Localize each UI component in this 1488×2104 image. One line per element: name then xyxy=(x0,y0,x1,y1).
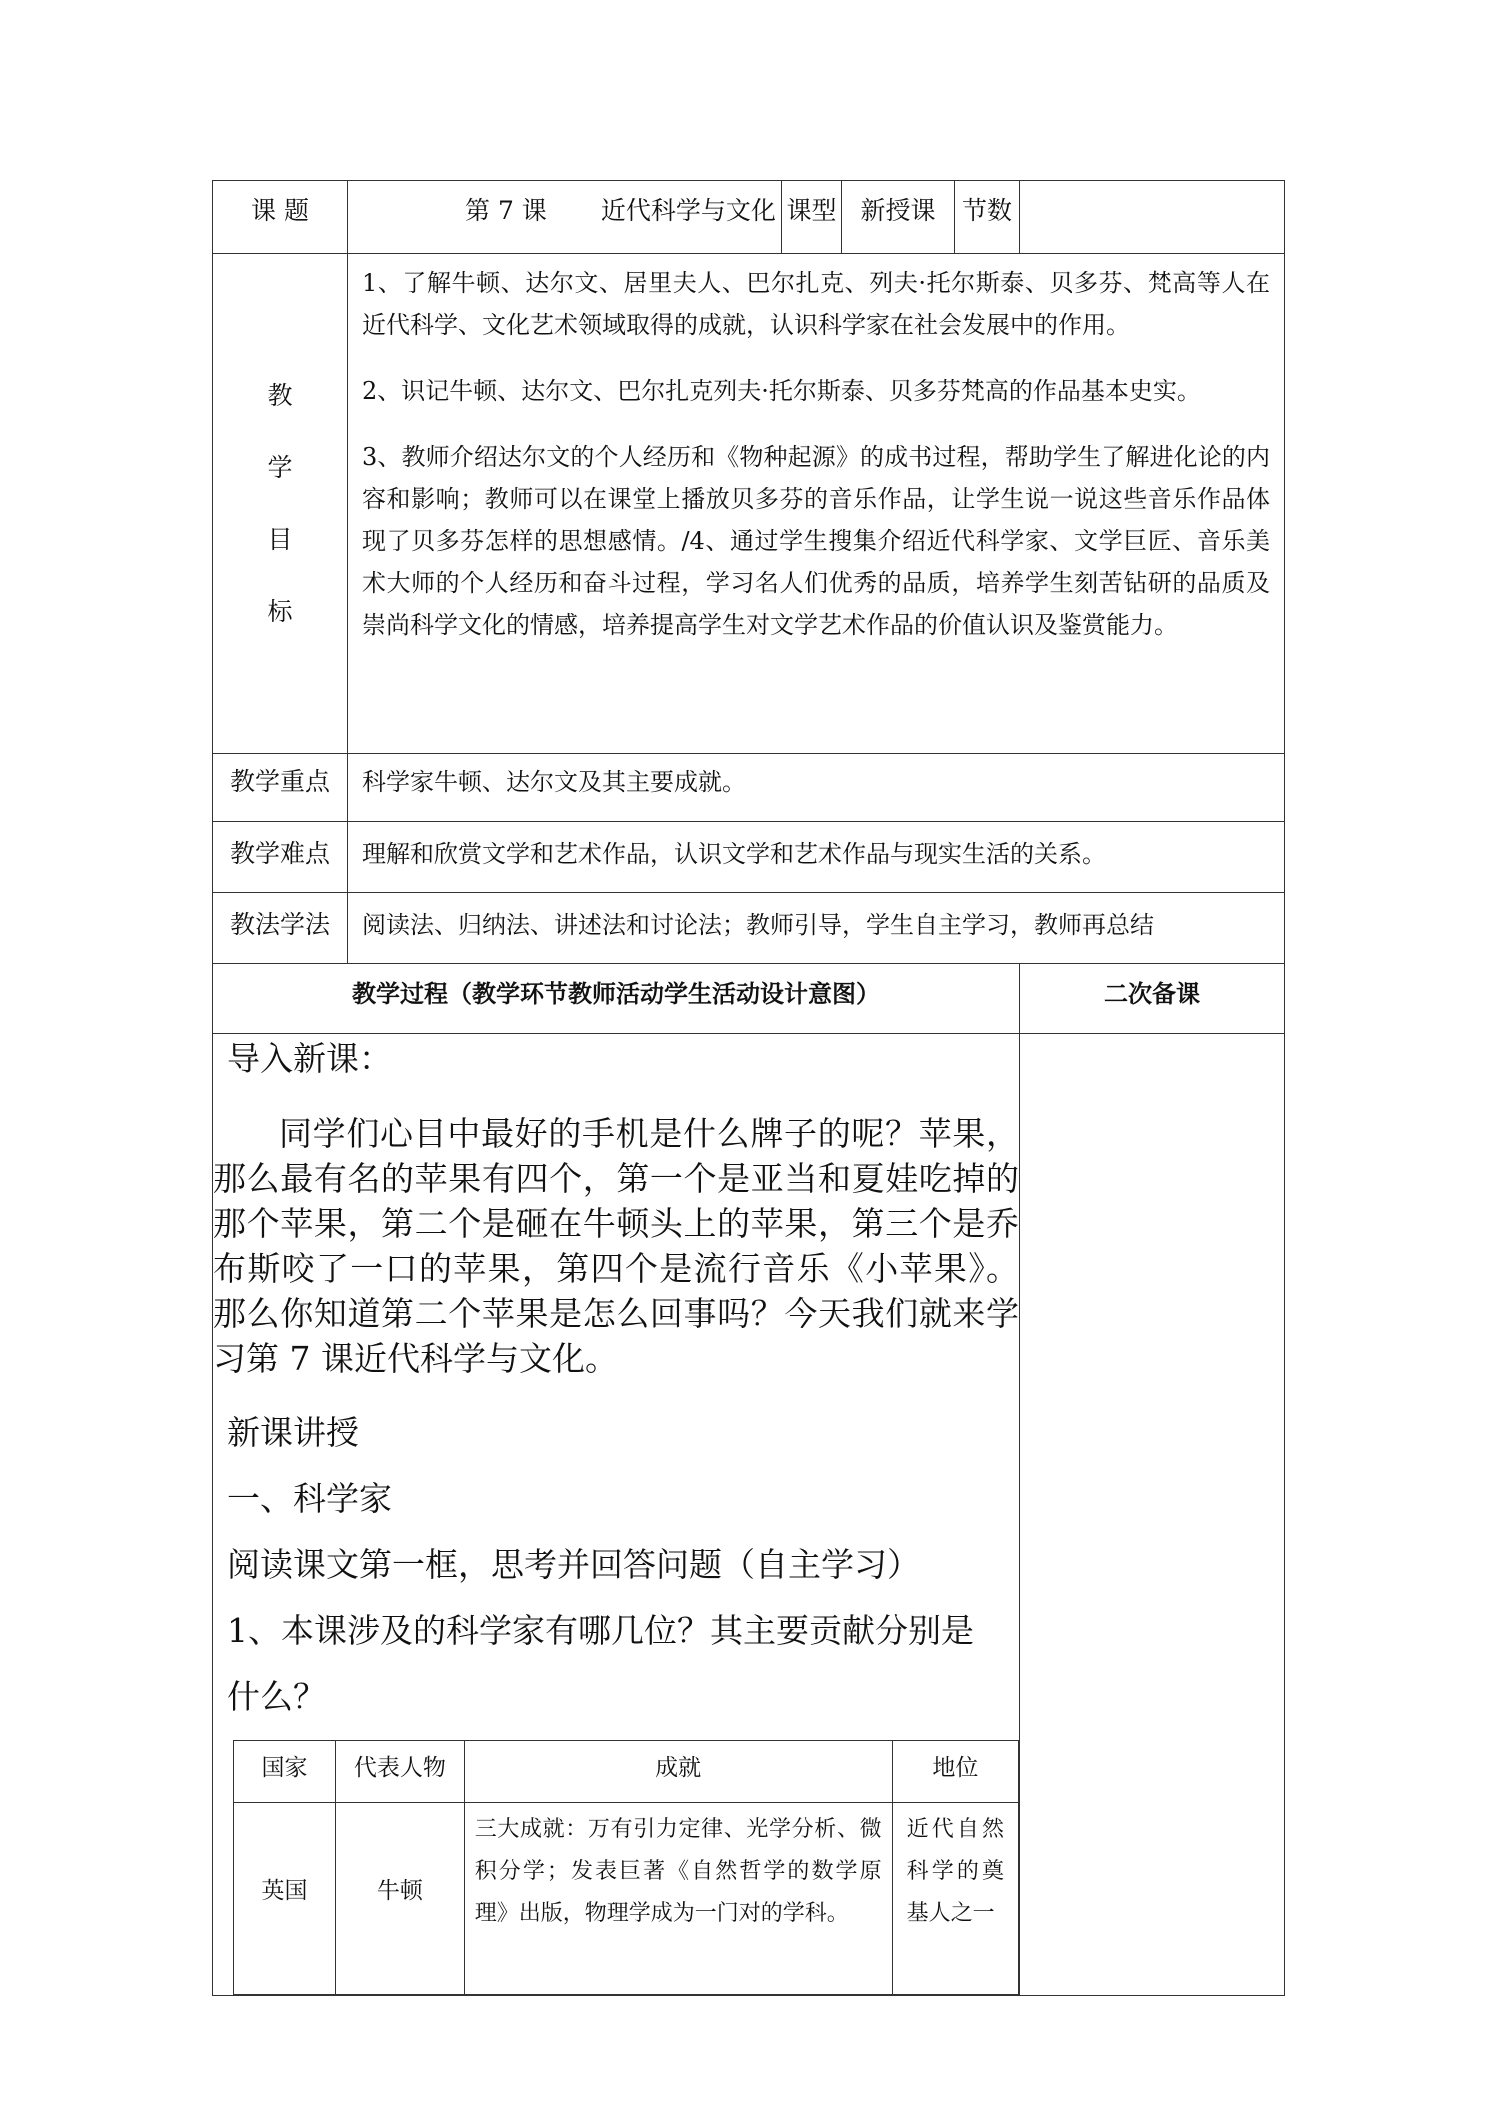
second-prep-label: 二次备课 xyxy=(1104,979,1201,1008)
second-prep-content-cell xyxy=(1020,1034,1285,1996)
objectives-content-cell xyxy=(348,254,1285,754)
key-points-row xyxy=(213,754,1285,822)
header-country: 国家 xyxy=(234,1741,336,1803)
reading-task: 阅读课文第一框，思考并回答问题（自主学习） xyxy=(227,1545,920,1584)
process-heading-cell xyxy=(213,964,1020,1034)
lesson-title: 近代科学与文化 xyxy=(600,196,776,225)
methods-value: 阅读法、归纳法、讲述法和讨论法；教师引导，学生自主学习，教师再总结 xyxy=(362,911,1154,939)
methods-label: 教法学法 xyxy=(229,910,330,939)
lesson-plan-table xyxy=(212,180,1285,1996)
difficulties-label: 教学难点 xyxy=(229,839,330,868)
scientist-table-header-row xyxy=(234,1741,1019,1803)
objectives-label-cell xyxy=(213,254,348,754)
difficulties-row xyxy=(213,822,1285,893)
process-heading: 教学过程（教学环节教师活动学生活动设计意图） xyxy=(352,979,881,1008)
header-person: 代表人物 xyxy=(336,1741,465,1803)
header-status: 地位 xyxy=(892,1741,1018,1803)
objectives-row xyxy=(213,254,1285,754)
lesson-number: 第 7 课 xyxy=(465,196,547,225)
cell-country: 英国 xyxy=(234,1803,336,1995)
key-points-value: 科学家牛顿、达尔文及其主要成就。 xyxy=(362,768,746,796)
intro-title: 导入新课： xyxy=(227,1039,392,1078)
process-heading-row xyxy=(213,964,1285,1034)
type-label: 课型 xyxy=(786,196,837,225)
objectives-label-char: 学 xyxy=(267,452,293,482)
new-lesson-heading: 新课讲授 xyxy=(227,1413,359,1452)
key-points-value-cell xyxy=(348,754,1285,822)
objective-item: 2、识记牛顿、达尔文、巴尔扎克列夫·托尔斯泰、贝多芬梵高的作品基本史实。 xyxy=(362,377,1201,405)
header-achievement: 成就 xyxy=(464,1741,892,1803)
sessions-value-cell xyxy=(1020,181,1285,254)
objectives-label-char: 教 xyxy=(267,380,293,410)
objective-item: 3、教师介绍达尔文的个人经历和《物种起源》的成书过程，帮助学生了解进化论的内容和影响；教师可以在课堂上播放贝多芬的音乐作品，让学生说一说这些音乐作品体现了贝多芬怎样的思想感情。/4、通过学生搜集介绍近代科学家、文学巨匠、音乐美术大师的个人经历和奋斗过程，学习名人们优秀的品质，培养学生刻苦钻研的品质及崇尚科学文化的情感，培养提高学生对文学艺术作品的价值认识及鉴赏能力。 xyxy=(362,443,1271,639)
type-label-cell xyxy=(782,181,842,254)
topic-title-cell xyxy=(348,181,782,254)
methods-value-cell xyxy=(348,893,1285,964)
sessions-label-cell xyxy=(955,181,1020,254)
intro-text: 同学们心目中最好的手机是什么牌子的呢？苹果，那么最有名的苹果有四个，第一个是亚当和夏娃吃掉的那个苹果，第二个是砸在牛顿头上的苹果，第三个是乔布斯咬了一口的苹果，第四个是流行音乐《小苹果》。那么你知道第二个苹果是怎么回事吗？今天我们就来学习第 7 课近代科学与文化。 xyxy=(213,1114,1020,1378)
key-points-label: 教学重点 xyxy=(229,767,330,796)
second-prep-cell xyxy=(1020,964,1285,1034)
difficulties-value-cell xyxy=(348,822,1285,893)
question-one: 1、本课涉及的科学家有哪几位？其主要贡献分别是什么？ xyxy=(227,1611,974,1716)
objective-item: 1、了解牛顿、达尔文、居里夫人、巴尔扎克、列夫·托尔斯泰、贝多芬、梵高等人在近代科学、文化艺术领域取得的成就，认识科学家在社会发展中的作用。 xyxy=(362,269,1271,339)
type-value: 新授课 xyxy=(860,196,936,225)
methods-label-cell xyxy=(213,893,348,964)
process-content-cell xyxy=(213,1034,1020,1996)
topic-row xyxy=(213,181,1285,254)
sessions-value xyxy=(1020,181,1284,253)
objectives-label-char: 标 xyxy=(267,596,293,626)
cell-achievement: 三大成就：万有引力定律、光学分析、微积分学；发表巨著《自然哲学的数学原理》出版，物理学成为一门对的学科。 xyxy=(464,1803,892,1995)
sessions-label: 节数 xyxy=(962,196,1013,225)
objectives-label-char: 目 xyxy=(267,524,293,554)
cell-person: 牛顿 xyxy=(336,1803,465,1995)
cell-status: 近代自然科学的奠基人之一 xyxy=(892,1803,1018,1995)
table-row xyxy=(234,1803,1019,1995)
scientist-table xyxy=(233,1740,1019,1995)
topic-label-cell xyxy=(213,181,348,254)
topic-label: 课 题 xyxy=(251,196,309,225)
difficulties-label-cell xyxy=(213,822,348,893)
process-content-row xyxy=(213,1034,1285,1996)
type-value-cell xyxy=(842,181,955,254)
section-one-heading: 一、科学家 xyxy=(227,1479,392,1518)
objectives-label xyxy=(213,360,347,648)
lesson-plan-document xyxy=(212,180,1284,1996)
methods-row xyxy=(213,893,1285,964)
key-points-label-cell xyxy=(213,754,348,822)
difficulties-value: 理解和欣赏文学和艺术作品，认识文学和艺术作品与现实生活的关系。 xyxy=(362,840,1106,868)
